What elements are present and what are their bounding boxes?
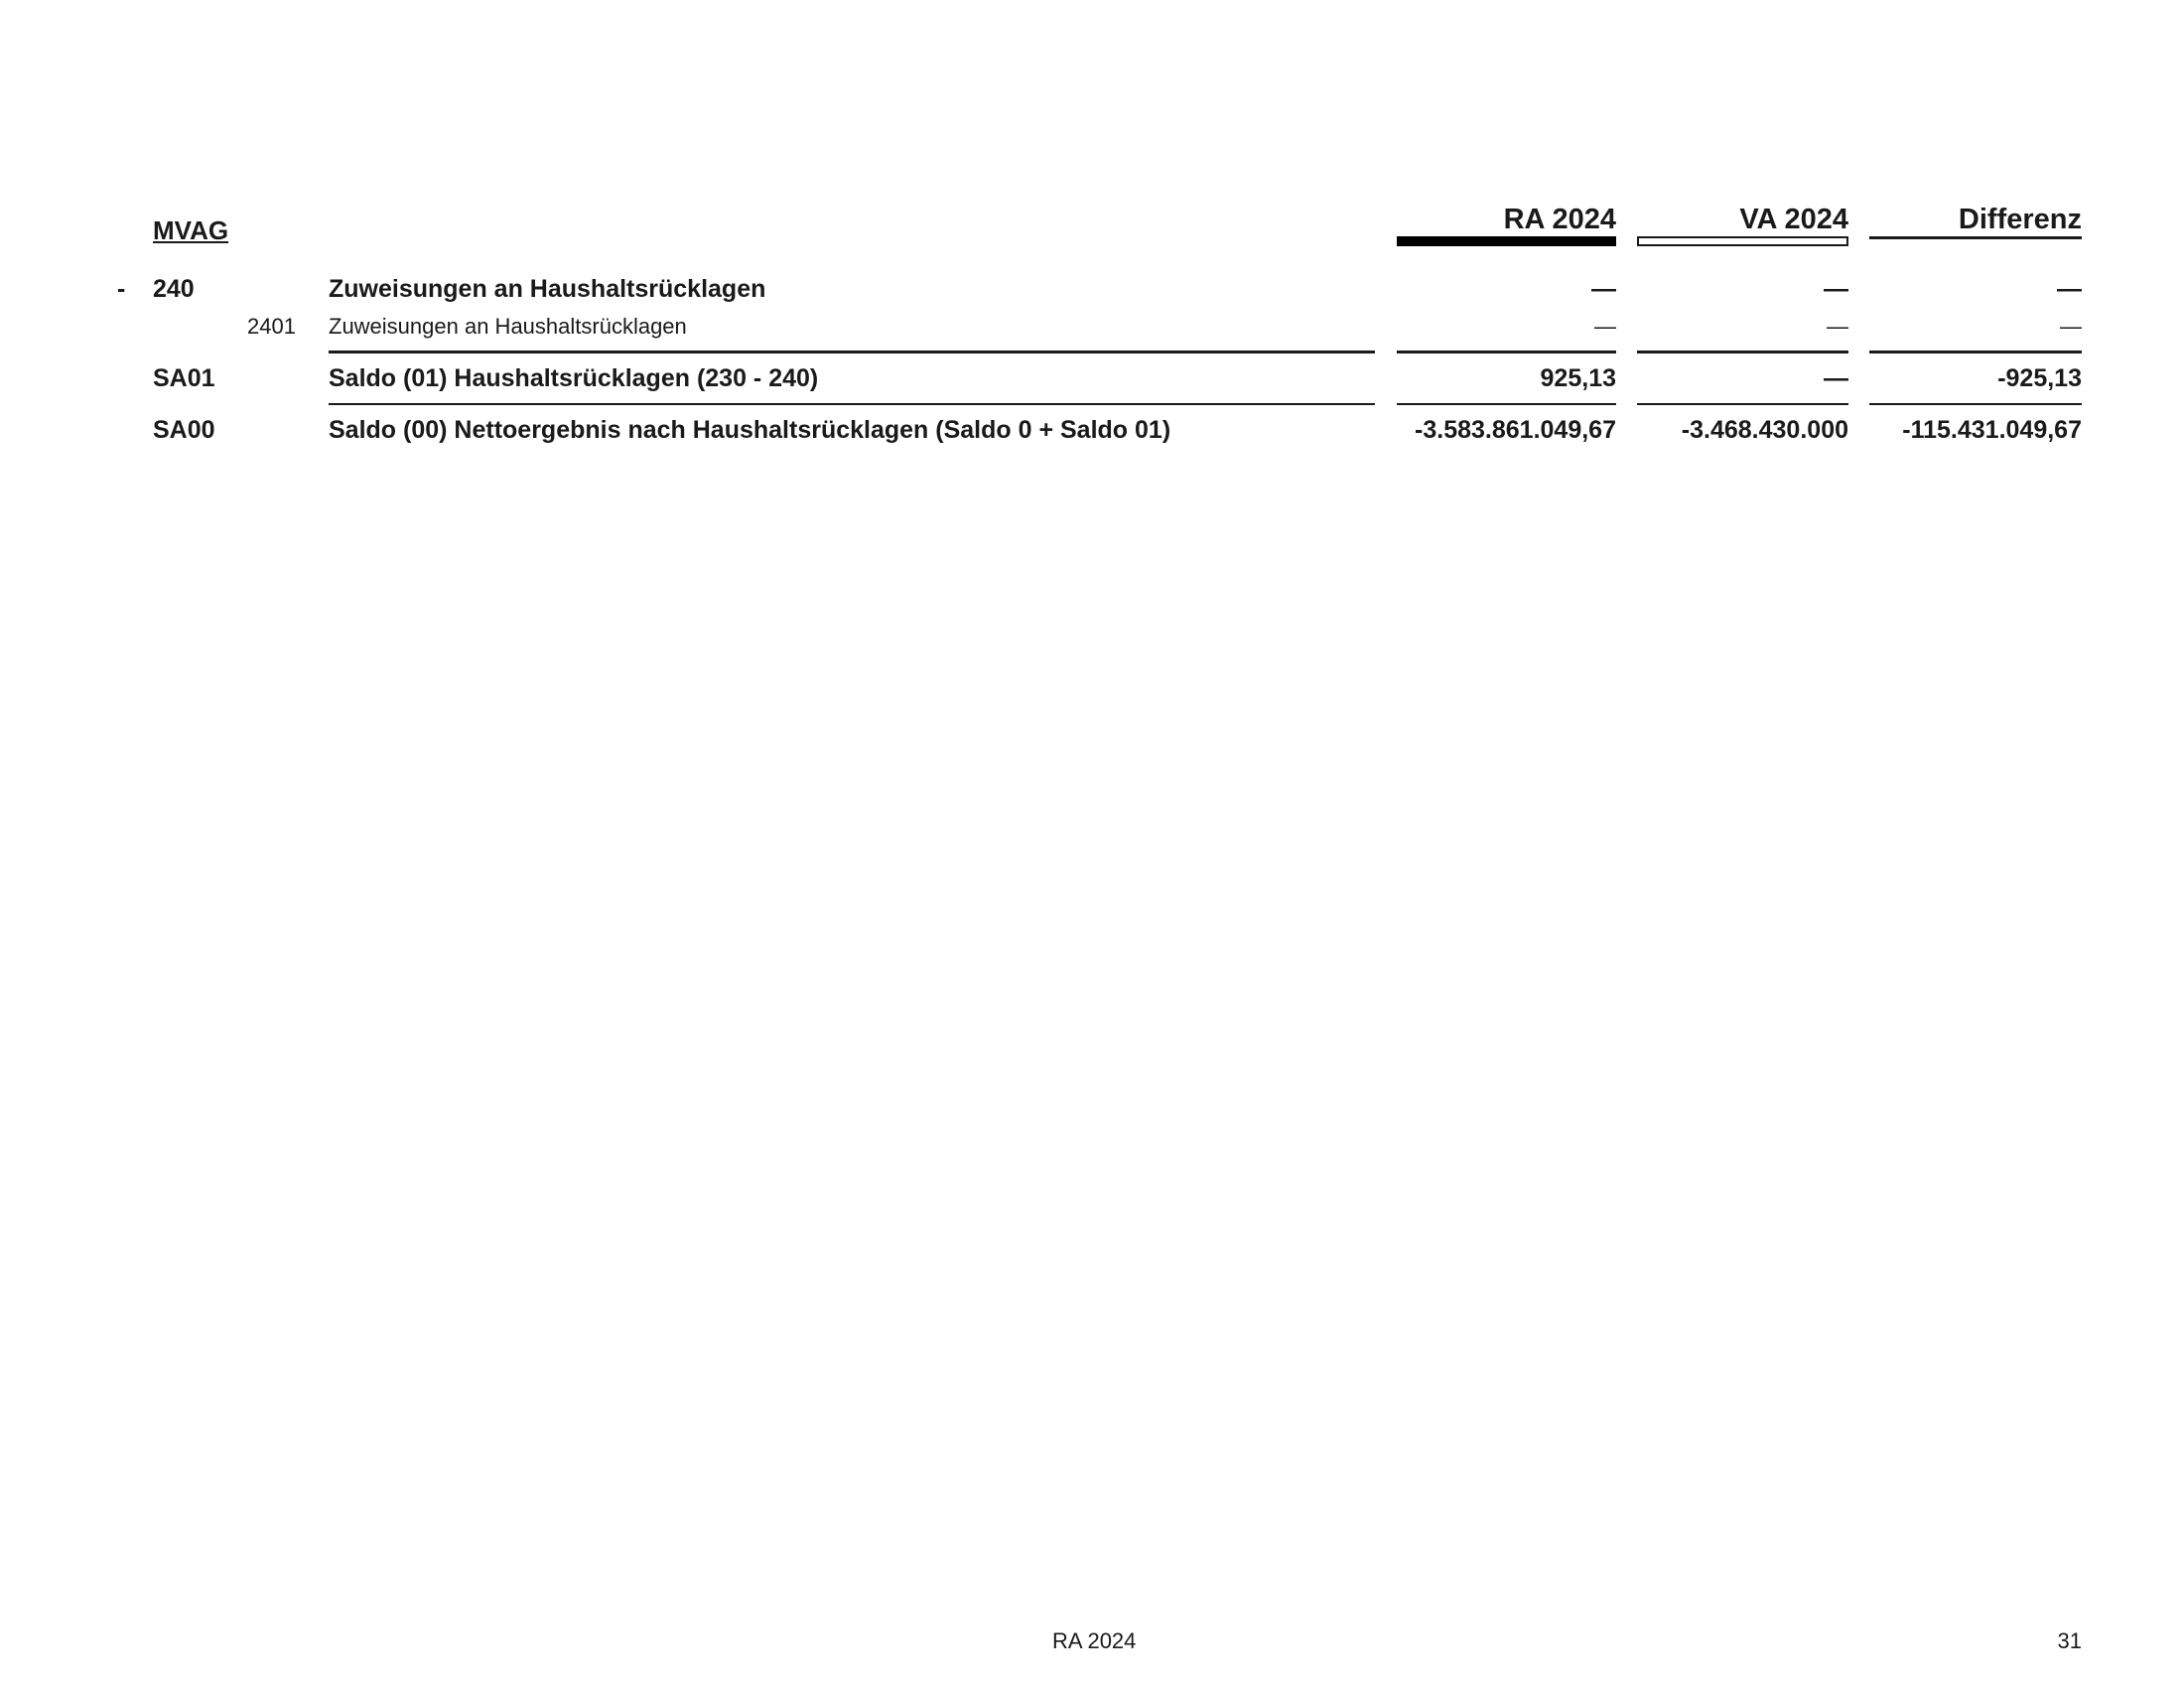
va-header-bar-outline: [1637, 236, 1848, 246]
row-value-differenz: -115.431.049,67: [1902, 416, 2082, 444]
row-label: Zuweisungen an Haushaltsrücklagen: [329, 314, 687, 339]
ra-header-bar-filled: [1397, 236, 1616, 246]
row-prefix-dash: -: [117, 275, 126, 303]
row-value-ra: 925,13: [1540, 364, 1616, 392]
mvag-column-header: MVAG: [153, 215, 229, 245]
footer-document-title: RA 2024: [1052, 1628, 1137, 1653]
row-value-differenz: -925,13: [1997, 364, 2082, 392]
row-value-va: —: [1824, 275, 1848, 303]
row-label: Zuweisungen an Haushaltsrücklagen: [329, 275, 766, 303]
differenz-column-header: Differenz: [1958, 204, 2082, 235]
row-code: 240: [153, 275, 195, 303]
page-number: 31: [2057, 1628, 2082, 1653]
va-2024-column-header: VA 2024: [1739, 204, 1848, 235]
divider-rule: [1869, 403, 2082, 405]
row-value-va: —: [1824, 364, 1848, 392]
row-value-va: -3.468.430.000: [1681, 416, 1848, 444]
row-value-ra: —: [1591, 275, 1616, 303]
row-value-differenz: —: [2060, 314, 2082, 339]
divider-rule: [1637, 403, 1848, 405]
differenz-header-rule: [1869, 236, 2082, 239]
row-code: SA01: [153, 364, 215, 392]
divider-rule: [329, 351, 1375, 353]
row-value-ra: —: [1594, 314, 1616, 339]
ra-2024-column-header: RA 2024: [1503, 204, 1616, 235]
row-code: SA00: [153, 416, 215, 444]
row-label: Saldo (01) Haushaltsrücklagen (230 - 240): [329, 364, 819, 392]
row-value-va: —: [1827, 314, 1848, 339]
row-value-differenz: —: [2057, 275, 2082, 303]
divider-rule: [1397, 351, 1616, 353]
divider-rule: [329, 403, 1375, 405]
divider-rule: [1637, 351, 1848, 353]
divider-rule: [1397, 403, 1616, 405]
divider-rule: [1869, 351, 2082, 353]
row-value-ra: -3.583.861.049,67: [1415, 416, 1616, 444]
row-label: Saldo (00) Nettoergebnis nach Haushaltsrücklagen (Saldo 0 + Saldo 01): [329, 416, 1171, 444]
row-sub-code: 2401: [247, 314, 296, 339]
